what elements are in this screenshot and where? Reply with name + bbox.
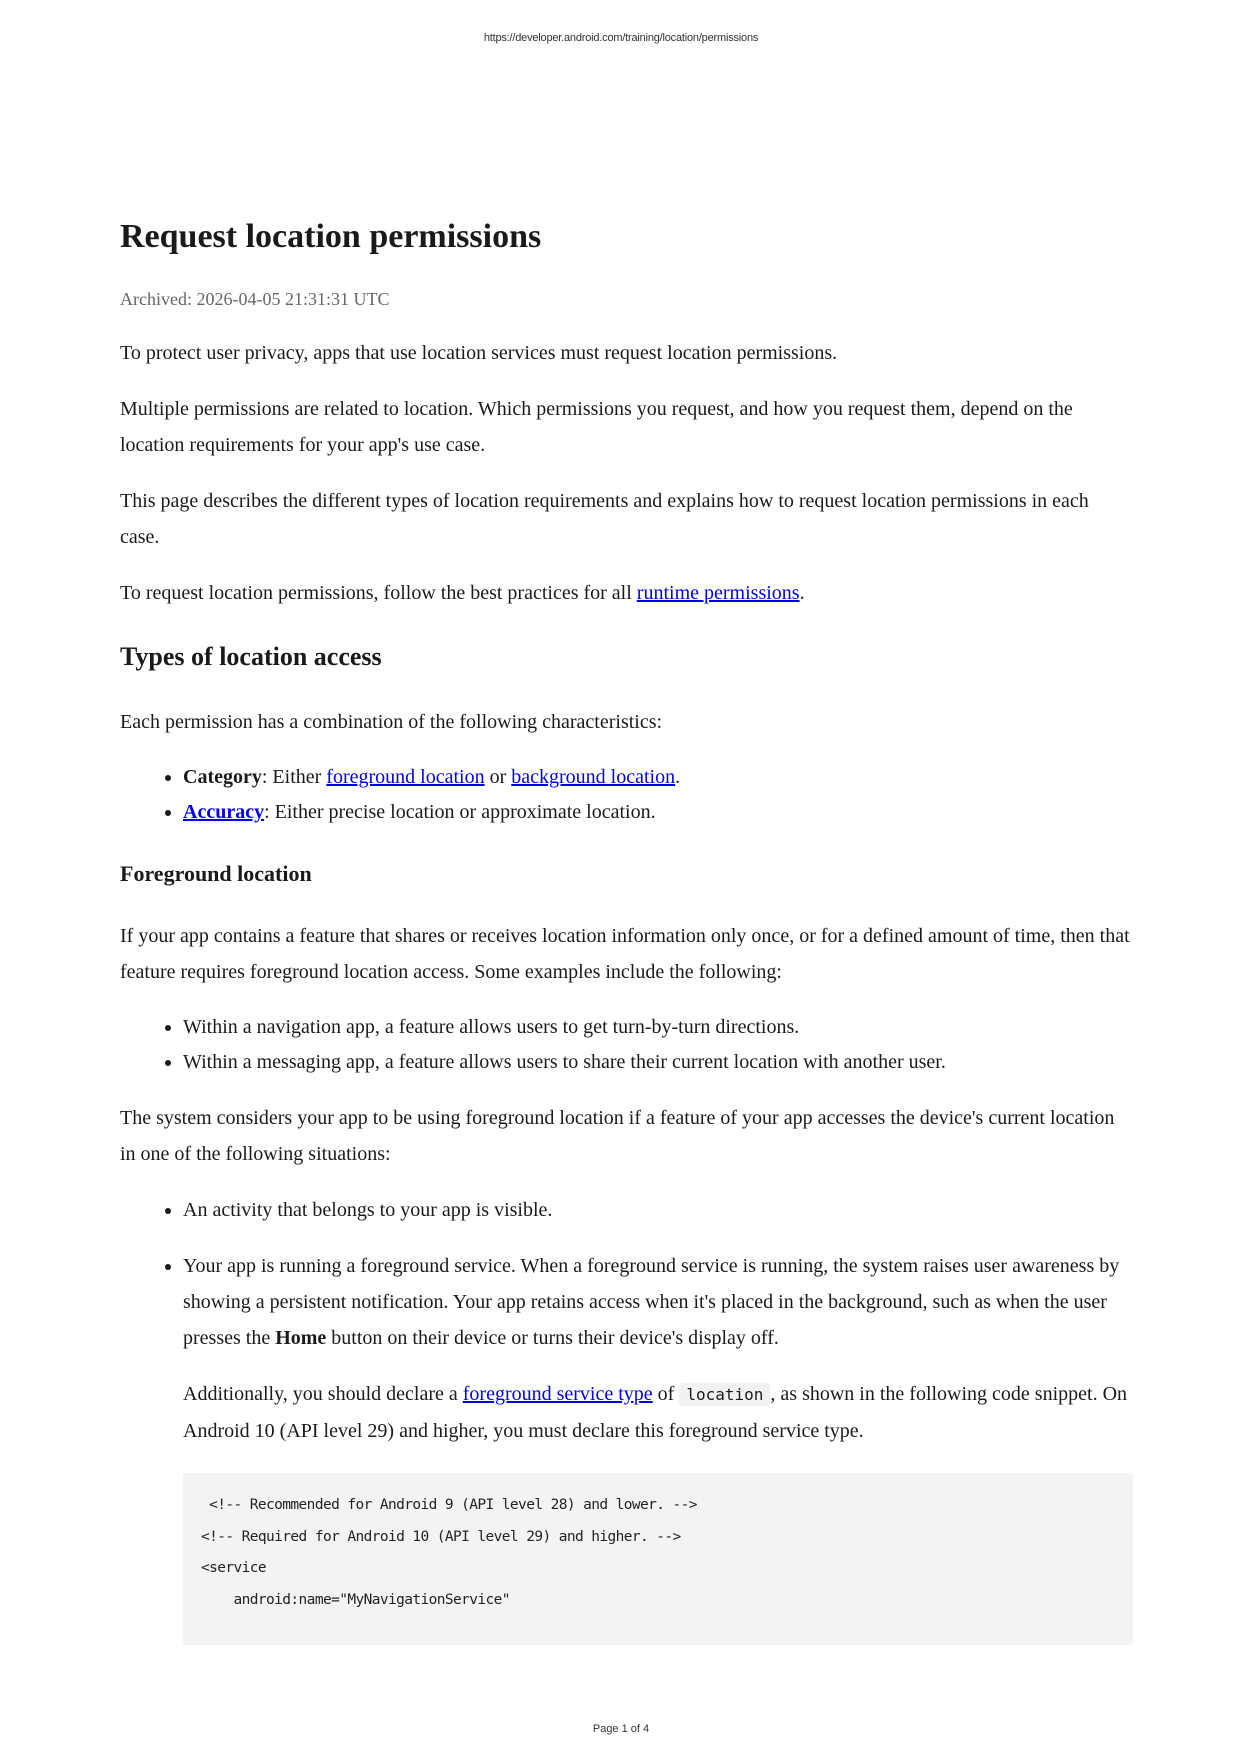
text: , as shown in the following code snippet. On Android 10 (API level 29) and higher, you must declare this foreground service type.: [183, 1383, 1128, 1442]
text: .: [675, 766, 681, 788]
characteristics-list: [120, 760, 1133, 830]
runtime-permissions-link[interactable]: runtime permissions: [636, 582, 800, 604]
text: or: [484, 766, 512, 788]
article: [120, 215, 1133, 1645]
text: Additionally, you should declare a: [183, 1383, 463, 1405]
text: : Either: [261, 766, 327, 788]
category-label: Category: [183, 766, 262, 788]
list-item: • An activity that belongs to your app is visible.: [183, 1192, 1133, 1228]
page-title: Request location permissions: [120, 218, 542, 255]
intro-paragraph: This page describes the different types of location requirements and explains how to request location permissions in each case.: [120, 490, 1089, 548]
home-label: Home: [275, 1327, 327, 1349]
code-line: <!-- Required for Android 10 (API level 29) and higher. -->: [201, 1528, 681, 1545]
code-line: <service: [201, 1560, 267, 1577]
situations-intro: The system considers your app to be using foreground location if a feature of your app accesses the device's current location in one of the following situations:: [120, 1107, 1115, 1165]
foreground-heading: Foreground location: [120, 861, 312, 886]
text: .: [799, 582, 805, 604]
text: Your app is running a foreground service. When a foreground service is running, the system raises user awareness by showing a persistent notification. Your app retains access when it's placed in the background, such as when the user presses the: [183, 1255, 1120, 1349]
intro-paragraph: To protect user privacy, apps that use location services must request location permissions.: [120, 342, 838, 364]
list-item: [183, 760, 1133, 795]
text: of: [652, 1383, 680, 1405]
page-url: https://developer.android.com/training/location/permissions: [483, 32, 759, 44]
examples-list: [120, 1010, 1133, 1080]
types-intro: Each permission has a combination of the following characteristics:: [120, 711, 663, 733]
text: button on their device or turns their device's display off.: [326, 1327, 779, 1349]
runtime-paragraph: [120, 575, 1133, 611]
code-line: <!-- Recommended for Android 9 (API level 28) and lower. -->: [201, 1497, 697, 1513]
list-item: • Within a messaging app, a feature allows users to share their current location with another user.: [183, 1045, 1133, 1080]
inline-code: location: [679, 1383, 770, 1406]
types-heading: Types of location access: [120, 642, 382, 671]
code-block: [183, 1473, 1133, 1645]
situations-list: [120, 1192, 1133, 1645]
archived-timestamp: Archived: 2026-04-05 21:31:31 UTC: [120, 289, 390, 309]
foreground-service-type-link[interactable]: foreground service type: [462, 1383, 653, 1405]
page-number: Page 1 of 4: [592, 1723, 650, 1735]
accuracy-label: Accuracy: [183, 801, 265, 823]
foreground-intro: If your app contains a feature that shares or receives location information only once, or for a defined amount of time, then that feature requires foreground location access. Some examples include the following:: [120, 925, 1130, 983]
intro-paragraph: Multiple permissions are related to location. Which permissions you request, and how you request them, depend on the location requirements for your app's use case.: [120, 398, 1073, 456]
list-item: [183, 795, 1133, 830]
foreground-location-link[interactable]: foreground location: [326, 766, 485, 788]
accuracy-link[interactable]: [183, 801, 264, 823]
list-item: [183, 1248, 1133, 1645]
code-line: android:name="MyNavigationService": [201, 1591, 510, 1608]
text: To request location permissions, follow the best practices for all: [120, 582, 637, 604]
background-location-link[interactable]: background location: [511, 766, 676, 788]
declare-paragraph: [183, 1376, 1133, 1449]
text: : Either precise location or approximate location.: [264, 801, 656, 823]
list-item: • Within a navigation app, a feature allows users to get turn-by-turn directions.: [183, 1010, 1133, 1045]
